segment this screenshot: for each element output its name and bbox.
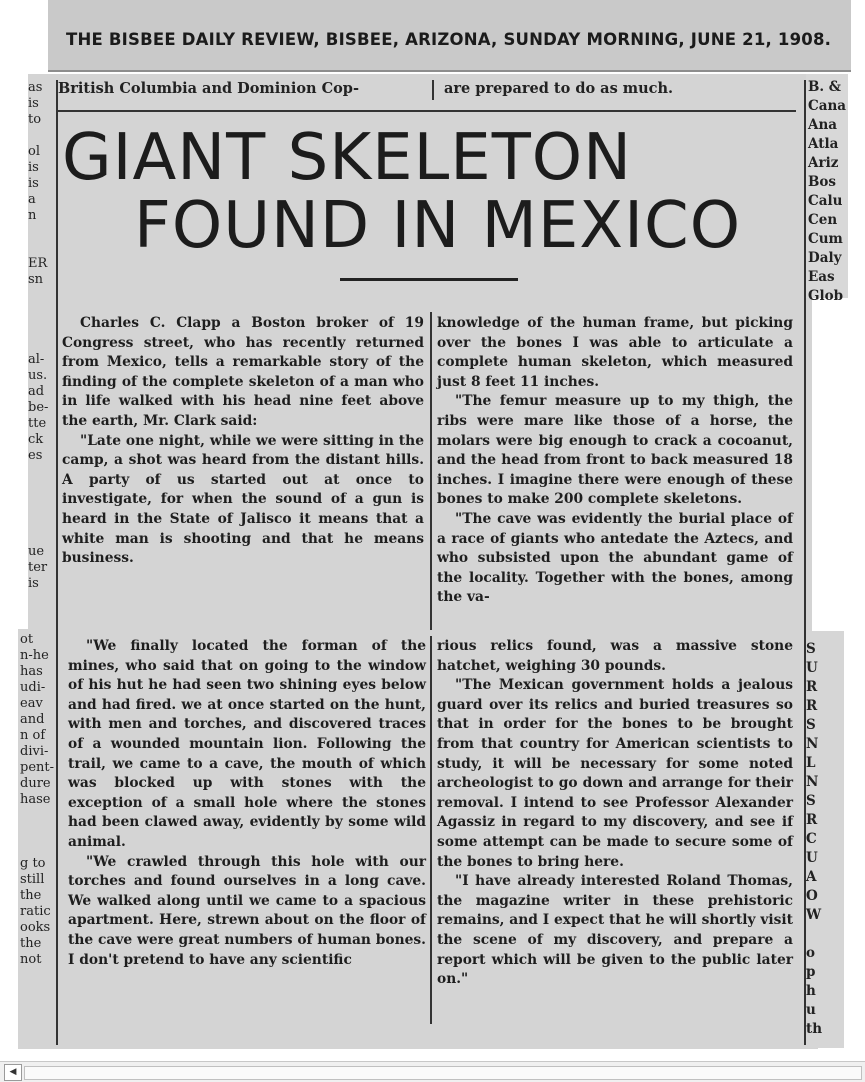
top-line-right: are prepared to do as much. bbox=[444, 80, 674, 97]
scan-gap bbox=[812, 298, 844, 631]
left-edge-fragment-middle: al- us. ad be- tte ck es ue ter is bbox=[28, 352, 49, 591]
left-edge-fragment-bottom: ot n-he has udi- eav and n of divi- pent- dure hase g to still the ratic ooks the not bbox=[20, 632, 55, 967]
top-line-left: British Columbia and Dominion Cop- bbox=[58, 80, 359, 97]
paragraph: "We crawled through this hole with our torches and found ourselves in a long cave. We walked along until we came to a spacious apartment. Here, strewn about on the floor of the cave were great numbers of human bones. I don't pretend to have any scientific bbox=[68, 853, 426, 968]
top-column-divider bbox=[432, 80, 434, 100]
paragraph: Charles C. Clapp a Boston broker of 19 Congress street, who has recently returned from Mexico, tells a remarkable story of the finding of the complete skeleton of a man who in life walked with his head nine feet above the earth, Mr. Clark said: bbox=[62, 315, 424, 429]
left-column-rule bbox=[56, 80, 58, 1045]
newspaper-masthead bbox=[48, 0, 851, 72]
right-edge-fragment-bottom: S U R R S N L N S R C U A O W o p h u th bbox=[806, 641, 823, 1037]
headline-top-rule bbox=[56, 110, 796, 112]
article-column-1 bbox=[62, 314, 424, 569]
headline-bottom-rule bbox=[340, 278, 518, 281]
left-edge-fragment-top: as is to ol is is a n ER sn bbox=[28, 80, 48, 287]
masthead-text: THE BISBEE DAILY REVIEW, BISBEE, ARIZONA, SUNDAY MORNING, JUNE 21, 1908. bbox=[66, 30, 832, 49]
paragraph: rious relics found, was a massive stone hatchet, weighing 30 pounds. bbox=[437, 638, 793, 674]
headline-line-1: GIANT SKELETON bbox=[62, 121, 633, 195]
scroll-left-arrow-icon[interactable]: ◀ bbox=[4, 1064, 22, 1081]
horizontal-scrollbar[interactable] bbox=[0, 1061, 865, 1082]
article-headline bbox=[62, 121, 802, 263]
paragraph: "Late one night, while we were sitting in the camp, a shot was heard from the distant hills. A party of us started out at once to investigate, for when the sound of a gun is heard in the State of Jalisco it means that a white man is shooting and that he means business. bbox=[62, 432, 424, 567]
paragraph: "We finally located the forman of the mines, who said that on going to the window of his hut he had seen two shining eyes below and had fired. we at once started on the hunt, with men and torches, and discovered traces of a wounded mountain lion. Following the trail, we came to a cave, the mouth of which was blocked up with stones with the exception of a small hole where the stones had been clawed away, evidently by some wild animal. bbox=[68, 638, 426, 850]
column-divider-upper bbox=[430, 312, 432, 630]
paragraph: "The Mexican government holds a jealous guard over its relics and buried treasures so that in order for the bones to be brought from that country for American scientists to study, it will be necessary for some noted archeologist to go down and arrange for their removal. I intend to see Professor Alexander Agassiz in regard to my discovery, and see if some attempt can be made to secure some of the bones to bring here. bbox=[437, 677, 793, 870]
column-divider-lower bbox=[430, 636, 432, 1024]
right-edge-fragment-top: B. & Cana Ana Atla Ariz Bos Calu Cen Cum Daly Eas Glob bbox=[808, 79, 847, 304]
scrollbar-track[interactable] bbox=[24, 1066, 862, 1080]
article-column-4 bbox=[437, 637, 793, 990]
paragraph: "The femur measure up to my thigh, the ribs were mare like those of a horse, the molars were big enough to crack a cocoanut, and the head from front to back measured 18 inches. I imagine there were enough of these bones to make 200 complete skeletons. bbox=[437, 393, 793, 508]
headline-line-2: FOUND IN MEXICO bbox=[134, 189, 742, 263]
article-column-2 bbox=[437, 314, 793, 608]
article-column-3 bbox=[68, 637, 426, 970]
paragraph: "The cave was evidently the burial place of a race of giants who antedate the Aztecs, and who subsisted upon the abundant game of the locality. Together with the bones, among the va- bbox=[437, 510, 793, 606]
paragraph: "I have already interested Roland Thomas, the magazine writer in these prehistoric remains, and I expect that he will shortly visit the scene of my discovery, and prepare a report which will be given to the public later on." bbox=[437, 873, 793, 988]
paragraph: knowledge of the human frame, but picking over the bones I was able to articulate a complete human skeleton, which measured just 8 feet 11 inches. bbox=[437, 315, 793, 390]
